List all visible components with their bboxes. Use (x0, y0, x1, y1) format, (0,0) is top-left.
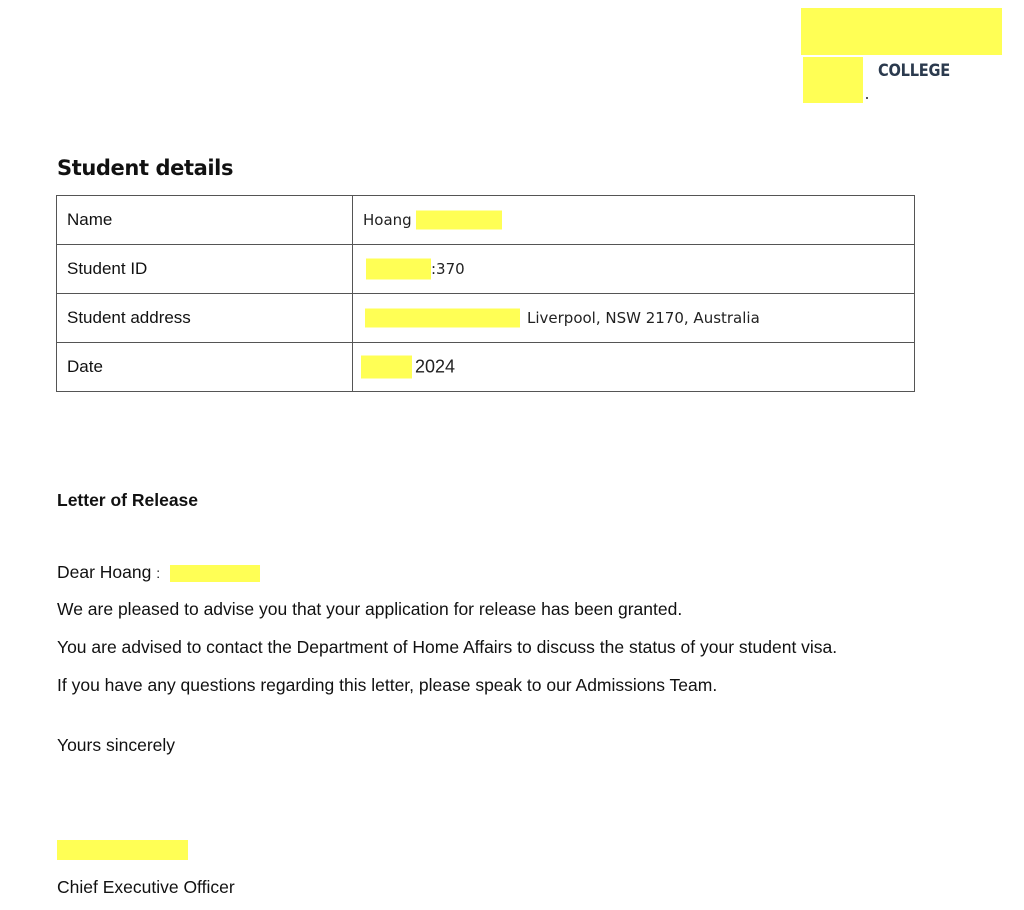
salutation-name-redaction (170, 565, 260, 582)
date-redaction (361, 356, 412, 379)
paragraph-granted: We are pleased to advise you that your application for release has been granted. (57, 599, 683, 619)
row-value-date (353, 343, 915, 392)
row-value-student-id (353, 245, 915, 294)
name-value: Hoang (363, 211, 412, 229)
name-redaction (416, 211, 502, 230)
table-row (57, 343, 915, 392)
table-row (57, 245, 915, 294)
address-redaction (365, 309, 520, 328)
signature-redaction (57, 840, 188, 860)
signatory-title: Chief Executive Officer (57, 877, 235, 897)
address-value: Liverpool, NSW 2170, Australia (527, 309, 760, 327)
row-label-student-address: Student address (57, 294, 353, 343)
salutation-text: Dear Hoang (57, 562, 152, 582)
salutation (57, 562, 160, 583)
paragraph-home-affairs: You are advised to contact the Department of Home Affairs to discuss the status of your student visa. (57, 637, 838, 657)
student-details-title: Student details (57, 156, 234, 180)
table-row (57, 196, 915, 245)
salutation-suffix: : (156, 565, 161, 581)
logo-redaction-square (803, 57, 863, 103)
logo-redaction-bar (801, 8, 1002, 55)
row-label-student-id: Student ID (57, 245, 353, 294)
paragraph-questions: If you have any questions regarding this letter, please speak to our Admissions Team. (57, 675, 718, 695)
student-id-redaction (366, 259, 431, 280)
letter-heading: Letter of Release (57, 490, 199, 510)
row-value-student-address (353, 294, 915, 343)
table-row (57, 294, 915, 343)
closing: Yours sincerely (57, 735, 176, 755)
college-logo-text: COLLEGE (878, 61, 950, 81)
date-value: 2024 (415, 356, 456, 377)
row-value-name (353, 196, 915, 245)
student-details-table (56, 195, 915, 392)
logo-dot (866, 97, 868, 99)
row-label-date: Date (57, 343, 353, 392)
row-label-name: Name (57, 196, 353, 245)
student-id-value: :370 (431, 260, 465, 278)
